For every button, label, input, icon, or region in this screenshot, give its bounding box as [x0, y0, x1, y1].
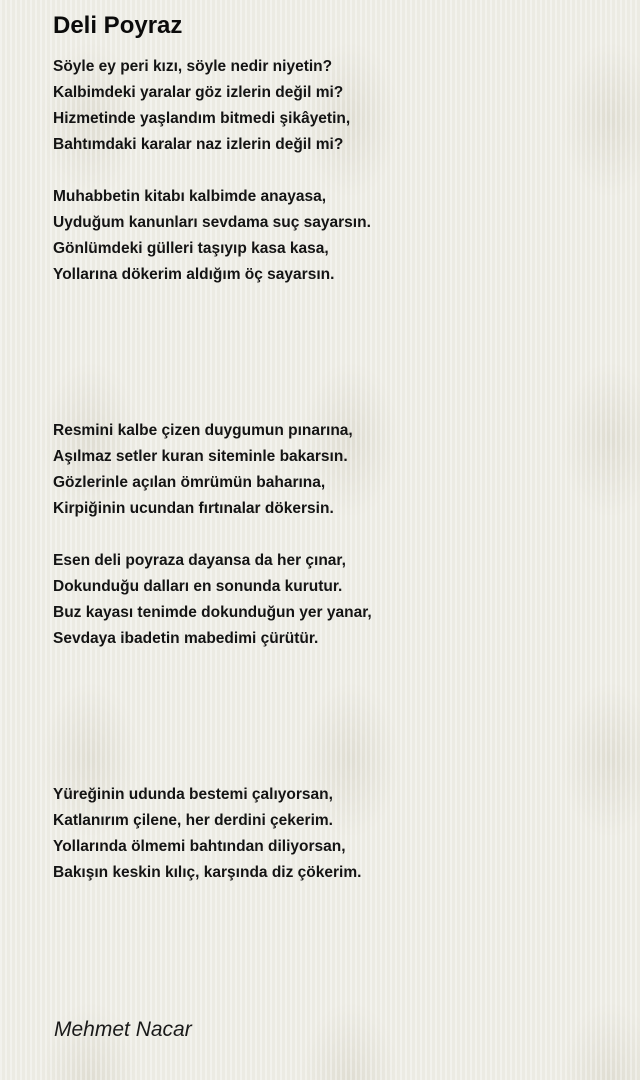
poem-line: Bakışın keskin kılıç, karşında diz çökerim. [53, 864, 362, 881]
poem-line: Bahtımdaki karalar naz izlerin değil mi? [53, 136, 344, 153]
stanza-3 [53, 418, 613, 522]
poem-line: Resmini kalbe çizen duygumun pınarına, [53, 422, 353, 439]
poem-line: Kalbimdeki yaralar göz izlerin değil mi? [53, 84, 344, 101]
poem-line: Katlanırım çilene, her derdini çekerim. [53, 812, 333, 829]
poem-line: Sevdaya ibadetin mabedimi çürütür. [53, 630, 319, 647]
poem-line: Gönlümdeki gülleri taşıyıp kasa kasa, [53, 240, 329, 257]
poem-line: Buz kayası tenimde dokunduğun yer yanar, [53, 604, 372, 621]
poem-line: Söyle ey peri kızı, söyle nedir niyetin? [53, 58, 333, 75]
poem-line: Uyduğum kanunları sevdama suç sayarsın. [53, 214, 371, 231]
stanza-5 [53, 782, 613, 886]
author-name: Mehmet Nacar [54, 1018, 192, 1041]
poem-line: Yüreğinin udunda bestemi çalıyorsan, [53, 786, 333, 803]
section-spacer [53, 652, 613, 782]
poem-line: Esen deli poyraza dayansa da her çınar, [53, 552, 346, 569]
poem-line: Yollarına dökerim aldığım öç sayarsın. [53, 266, 335, 283]
poem-line: Hizmetinde yaşlandım bitmedi şikâyetin, [53, 110, 351, 127]
poem-line: Kirpiğinin ucundan fırtınalar dökersin. [53, 500, 334, 517]
poem-title: Deli Poyraz [53, 12, 183, 39]
stanza-1 [53, 54, 613, 158]
poem-line: Yollarında ölmemi bahtından diliyorsan, [53, 838, 346, 855]
stanza-2 [53, 184, 613, 288]
poem-line: Gözlerinle açılan ömrümün baharına, [53, 474, 326, 491]
poem-body [53, 54, 613, 886]
poem-line: Muhabbetin kitabı kalbimde anayasa, [53, 188, 327, 205]
stanza-4 [53, 548, 613, 652]
poem-line: Dokunduğu dalları en sonunda kurutur. [53, 578, 343, 595]
stanza-spacer [53, 522, 613, 548]
poem-line: Aşılmaz setler kuran siteminle bakarsın. [53, 448, 348, 465]
section-spacer [53, 288, 613, 418]
stanza-spacer [53, 158, 613, 184]
